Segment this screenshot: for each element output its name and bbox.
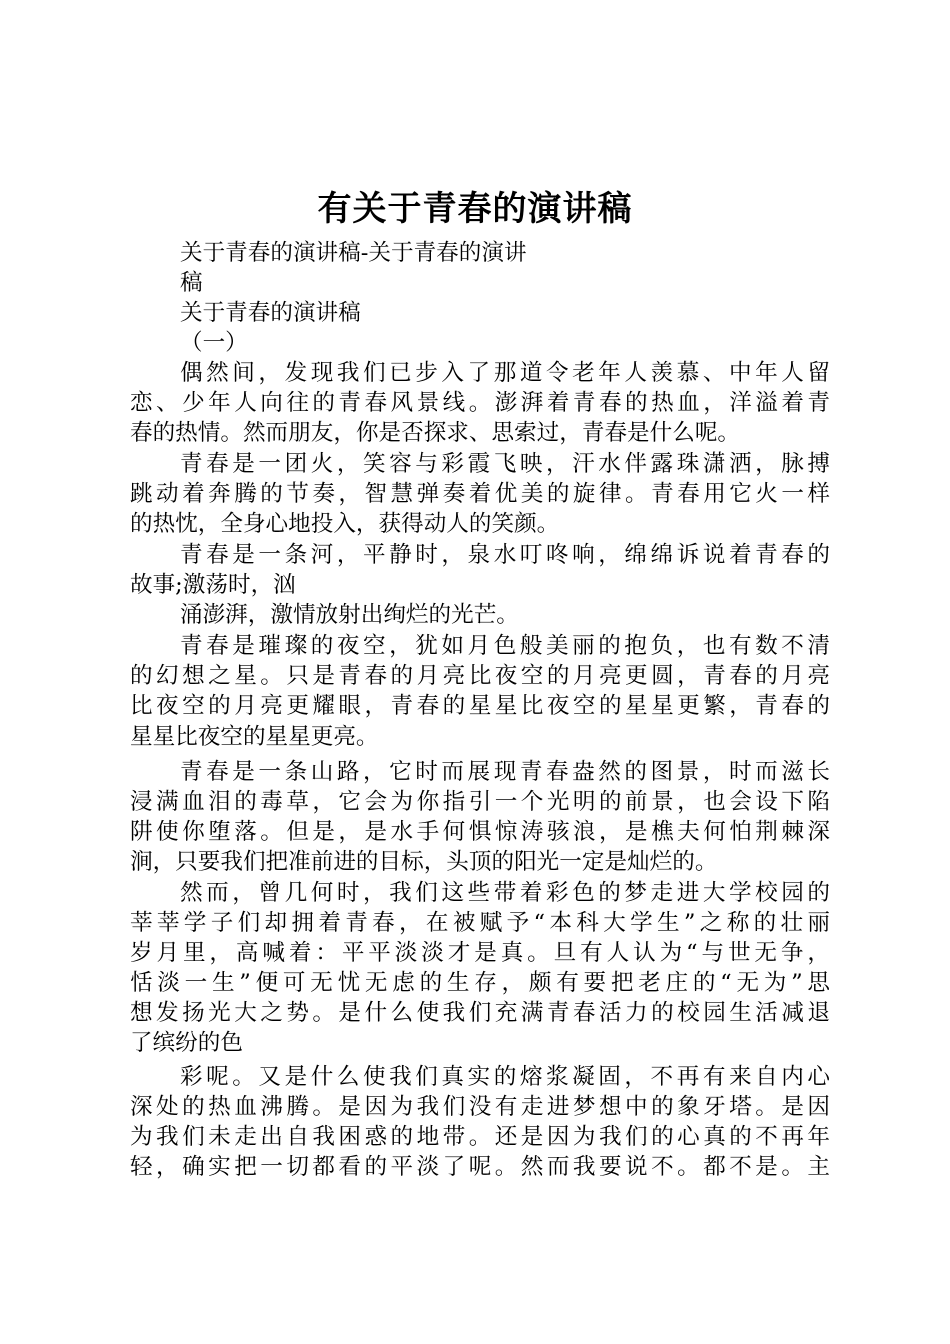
text-line: 的幻想之星。只是青春的月亮比夜空的月亮更圆，青春的月亮 [130, 663, 830, 689]
text-line: 莘莘学子们却拥着青春，在被赋予“本科大学生”之称的壮丽 [130, 910, 830, 936]
text-line: 偶然间，发现我们已步入了那道令老年人羡慕、中年人留 [180, 360, 830, 386]
text-line: 比夜空的月亮更耀眼，青春的星星比夜空的星星更繁，青春的 [130, 693, 830, 719]
document-title: 有关于青春的演讲稿 [317, 189, 633, 229]
text-line: 青春是一团火，笑容与彩霞飞映，汗水伴露珠潇洒，脉搏 [180, 451, 830, 477]
text-line: 青春是一条山路，它时而展现青春盎然的图景，时而滋长 [180, 759, 830, 785]
text-line: 涌澎湃，激情放射出绚烂的光芒。 [180, 602, 519, 628]
text-line: 关于青春的演讲稿 [180, 300, 361, 326]
text-line: 深处的热血沸腾。是因为我们没有走进梦想中的象牙塔。是因 [130, 1094, 830, 1120]
text-line: 稿 [180, 270, 203, 296]
text-line: 为我们未走出自我困惑的地带。还是因为我们的心真的不再年 [130, 1124, 830, 1150]
text-line: 故事;激荡时，汹 [130, 572, 296, 598]
text-line: 恋、少年人向往的青春风景线。澎湃着青春的热血，洋溢着青 [130, 390, 830, 416]
text-line: 了缤纷的色 [130, 1030, 243, 1056]
text-line: 跳动着奔腾的节奏，智慧弹奏着优美的旋律。青春用它火一样 [130, 481, 830, 507]
text-line: 想发扬光大之势。是什么使我们充满青春活力的校园生活减退 [130, 1000, 830, 1026]
text-line: 然而，曾几何时，我们这些带着彩色的梦走进大学校园的 [180, 880, 830, 906]
text-line: 浸满血泪的毒草，它会为你指引一个光明的前景，也会设下陷 [130, 789, 830, 815]
text-line: 星星比夜空的星星更亮。 [130, 724, 379, 750]
text-line: 彩呢。又是什么使我们真实的熔浆凝固，不再有来自内心 [180, 1064, 830, 1090]
text-line: 的热忱，全身心地投入，获得动人的笑颜。 [130, 511, 560, 537]
text-line: 岁月里，高喊着：平平淡淡才是真。旦有人认为“与世无争， [130, 940, 830, 966]
text-line: 关于青春的演讲稿-关于青春的演讲 [180, 240, 527, 266]
text-line: 阱使你堕落。但是，是水手何惧惊涛骇浪，是樵夫何怕荆棘深 [130, 819, 830, 845]
text-line: 轻，确实把一切都看的平淡了呢。然而我要说不。都不是。主 [130, 1154, 830, 1180]
text-line: 青春是一条河，平静时，泉水叮咚响，绵绵诉说着青春的 [180, 542, 830, 568]
text-line: （一） [180, 330, 248, 356]
text-line: 春的热情。然而朋友，你是否探求、思索过，青春是什么呢。 [130, 420, 741, 446]
text-line: 恬淡一生”便可无忧无虑的生存，颇有要把老庄的“无为”思 [130, 970, 830, 996]
text-line: 青春是璀璨的夜空，犹如月色般美丽的抱负，也有数不清 [180, 633, 830, 659]
text-line: 涧，只要我们把准前进的目标，头顶的阳光一定是灿烂的。 [130, 849, 718, 875]
